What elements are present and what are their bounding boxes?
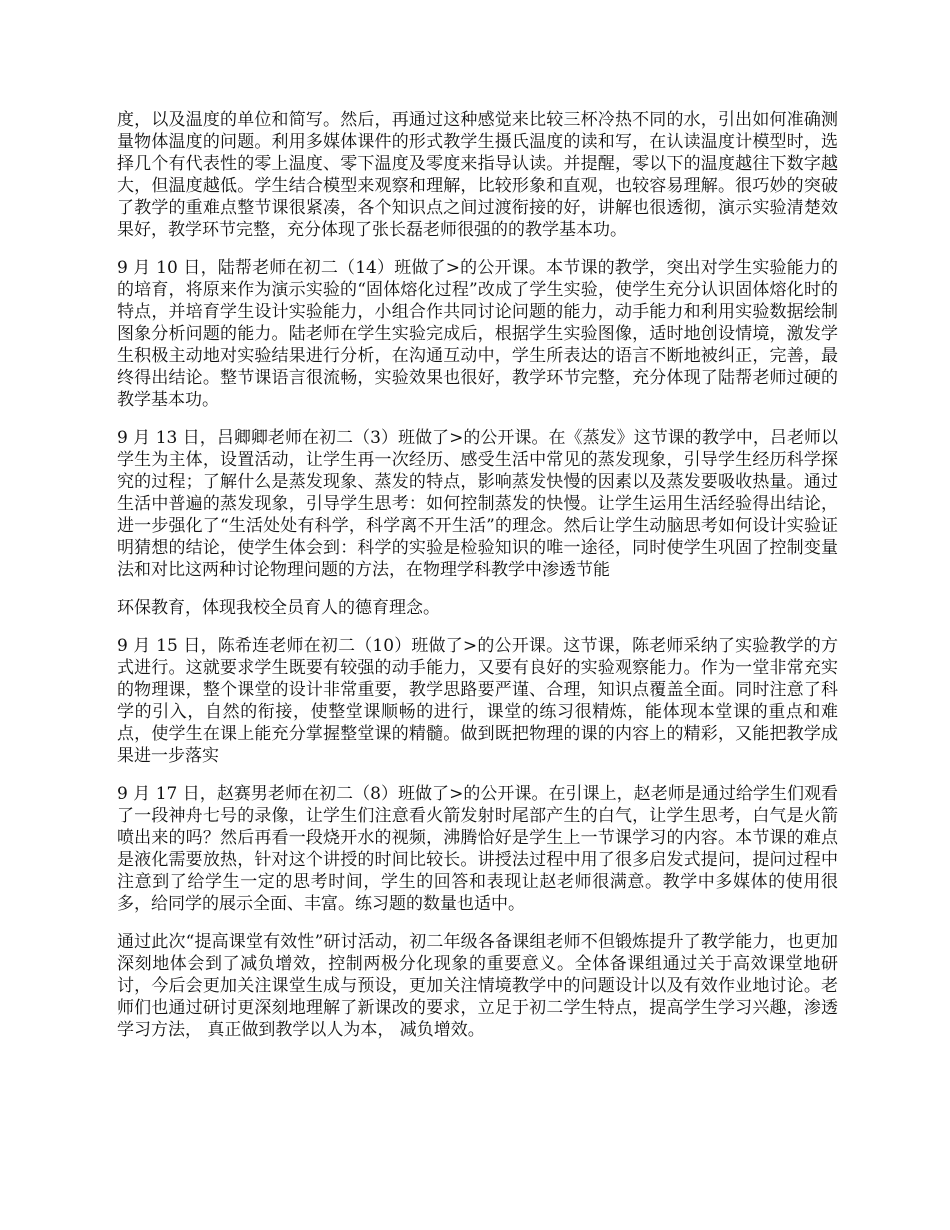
- paragraph-moral-education: 环保教育，体现我校全员育人的德育理念。: [117, 598, 440, 618]
- paragraph-chen-xilian-lesson: 9 月 15 日，陈希连老师在初二（10）班做了>的公开课。这节课，陈老师采纳了实验教学的方式进行。这就要求学生既要有较强的动手能力，又要有良好的实验观察能力。作为一堂非常充实的物理课，整个课堂的设计非常重要，教学思路要严谨、合理，知识点覆盖全面。同时注意了科学的引入，自然的衔接，使整堂课顺畅的进行，课堂的练习很精炼，能体现本堂课的重点和难点，使学生在课上能充分掌握整堂课的精髓。做到既把物理的课的内容上的精彩，又能把教学成果进一步落实: [117, 636, 838, 766]
- paragraph-temperature-lesson: 度，以及温度的单位和简写。然后，再通过这种感觉来比较三杯冷热不同的水，引出如何准确测量物体温度的问题。利用多媒体课件的形式教学生摄氏温度的读和写，在认读温度计模型时，选择几个有代表性的零上温度、零下温度及零度来指导认读。并提醒，零以下的温度越往下数字越大，但温度越低。学生结合模型来观察和理解，比较形象和直观，也较容易理解。很巧妙的突破了教学的重难点整节课很紧凑，各个知识点之间过渡衔接的好，讲解也很透彻，演示实验清楚效果好，教学环节完整，充分体现了张长磊老师很强的的教学基本功。: [117, 110, 838, 240]
- document-body: [117, 109, 838, 1041]
- paragraph-zhao-sainan-lesson: 9 月 17 日，赵赛男老师在初二（8）班做了>的公开课。在引课上，赵老师是通过给学生们观看了一段神舟七号的录像，让学生们注意看火箭发射时尾部产生的白气，让学生思考，白气是火箭喷出来的吗？然后再看一段烧开水的视频，沸腾恰好是学生上一节课学习的内容。本节课的难点是液化需要放热，针对这个讲授的时间比较长。讲授法过程中用了很多启发式提问，提问过程中注意到了给学生一定的思考时间，学生的回答和表现让赵老师很满意。教学中多媒体的使用很多，给同学的展示全面、丰富。练习题的数量也适中。: [117, 784, 838, 914]
- paragraph-summary: 通过此次“提高课堂有效性”研讨活动，初二年级各备课组老师不但锻炼提升了教学能力，也更加深刻地体会到了减负增效，控制两极分化现象的重要意义。全体备课组通过关于高效课堂地研讨，今后会更加关注课堂生成与预设，更加关注情境教学中的问题设计以及有效作业地讨论。老师们也通过研讨更深刻地理解了新课改的要求，立足于初二学生特点，提高学生学习兴趣，渗透学习方法， 真正做到教学以人为本， 减负增效。: [117, 932, 838, 1040]
- paragraph-lv-qingqing-lesson: 9 月 13 日，吕卿卿老师在初二（3）班做了>的公开课。在《蒸发》这节课的教学中，吕老师以学生为主体，设置活动，让学生再一次经历、感受生活中常见的蒸发现象，引导学生经历科学探究的过程；了解什么是蒸发现象、蒸发的特点，影响蒸发快慢的因素以及蒸发要吸收热量。通过生活中普遍的蒸发现象，引导学生思考：如何控制蒸发的快慢。让学生运用生活经验得出结论，进一步强化了“生活处处有科学，科学离不开生活”的理念。然后让学生动脑思考如何设计实验证明猜想的结论，使学生体会到：科学的实验是检验知识的唯一途径，同时使学生巩固了控制变量法和对比这两种讨论物理问题的方法，在物理学科教学中渗透节能: [117, 428, 838, 580]
- paragraph-lu-bang-lesson: 9 月 10 日，陆帮老师在初二（14）班做了>的公开课。本节课的教学，突出对学生实验能力的的培育，将原来作为演示实验的“固体熔化过程”改成了学生实验，使学生充分认识固体熔化时的特点，并培育学生设计实验能力，小组合作共同讨论问题的能力，动手能力和利用实验数据绘制图象分析问题的能力。陆老师在学生实验完成后，根据学生实验图像，适时地创设情境，激发学生积极主动地对实验结果进行分析，在沟通互动中，学生所表达的语言不断地被纠正，完善，最终得出结论。整节课语言很流畅，实验效果也很好，教学环节完整，充分体现了陆帮老师过硬的教学基本功。: [117, 258, 838, 410]
